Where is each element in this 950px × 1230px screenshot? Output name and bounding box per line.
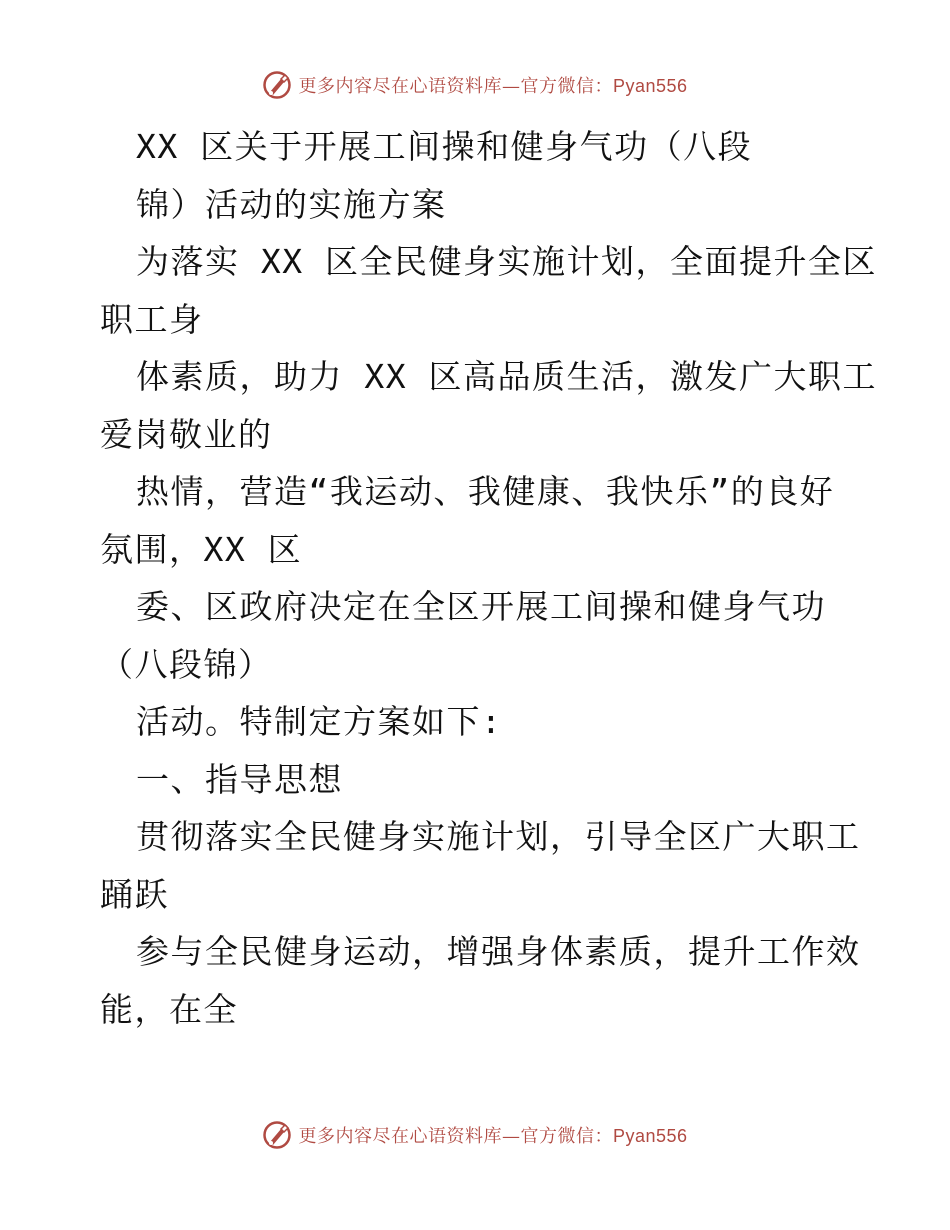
text-line: XX 区关于开展工间操和健身气功（八段	[136, 127, 753, 166]
text-line: 能，在全	[100, 989, 238, 1029]
text-line: 热情，营造“我运动、我健康、我快乐”的良好	[136, 472, 835, 511]
watermark-wechat-id: Pyan556	[612, 1126, 688, 1146]
pen-logo-icon	[262, 1120, 292, 1150]
watermark-text	[298, 72, 687, 98]
text-line: 锦）活动的实施方案	[136, 184, 447, 224]
watermark-label: 更多内容尽在心语资料库—官方微信：	[298, 76, 613, 97]
document-body	[100, 118, 877, 1038]
footer-watermark	[0, 1120, 950, 1150]
pen-logo-icon	[262, 70, 292, 100]
text-line: 活动。特制定方案如下:	[136, 702, 503, 741]
text-line: 体素质，助力 XX 区高品质生活，激发广大职工	[136, 357, 877, 396]
text-line: 职工身	[100, 299, 204, 339]
text-line: 踊跃	[100, 874, 169, 914]
text-line: 为落实 XX 区全民健身实施计划，全面提升全区	[136, 242, 877, 281]
text-line: 参与全民健身运动，增强身体素质，提升工作效	[136, 932, 861, 971]
text-line: 一、指导思想	[136, 759, 343, 799]
text-line: 氛围，XX 区	[100, 529, 303, 569]
text-line: 爱岗敬业的	[100, 414, 273, 454]
text-line: 委、区政府决定在全区开展工间操和健身气功	[136, 587, 826, 626]
watermark-wechat-id: Pyan556	[612, 76, 688, 96]
text-line: 贯彻落实全民健身实施计划，引导全区广大职工	[136, 817, 861, 856]
text-line: （八段锦）	[100, 644, 273, 684]
watermark-text	[298, 1122, 687, 1148]
watermark-label: 更多内容尽在心语资料库—官方微信：	[298, 1126, 613, 1147]
header-watermark	[0, 70, 950, 100]
